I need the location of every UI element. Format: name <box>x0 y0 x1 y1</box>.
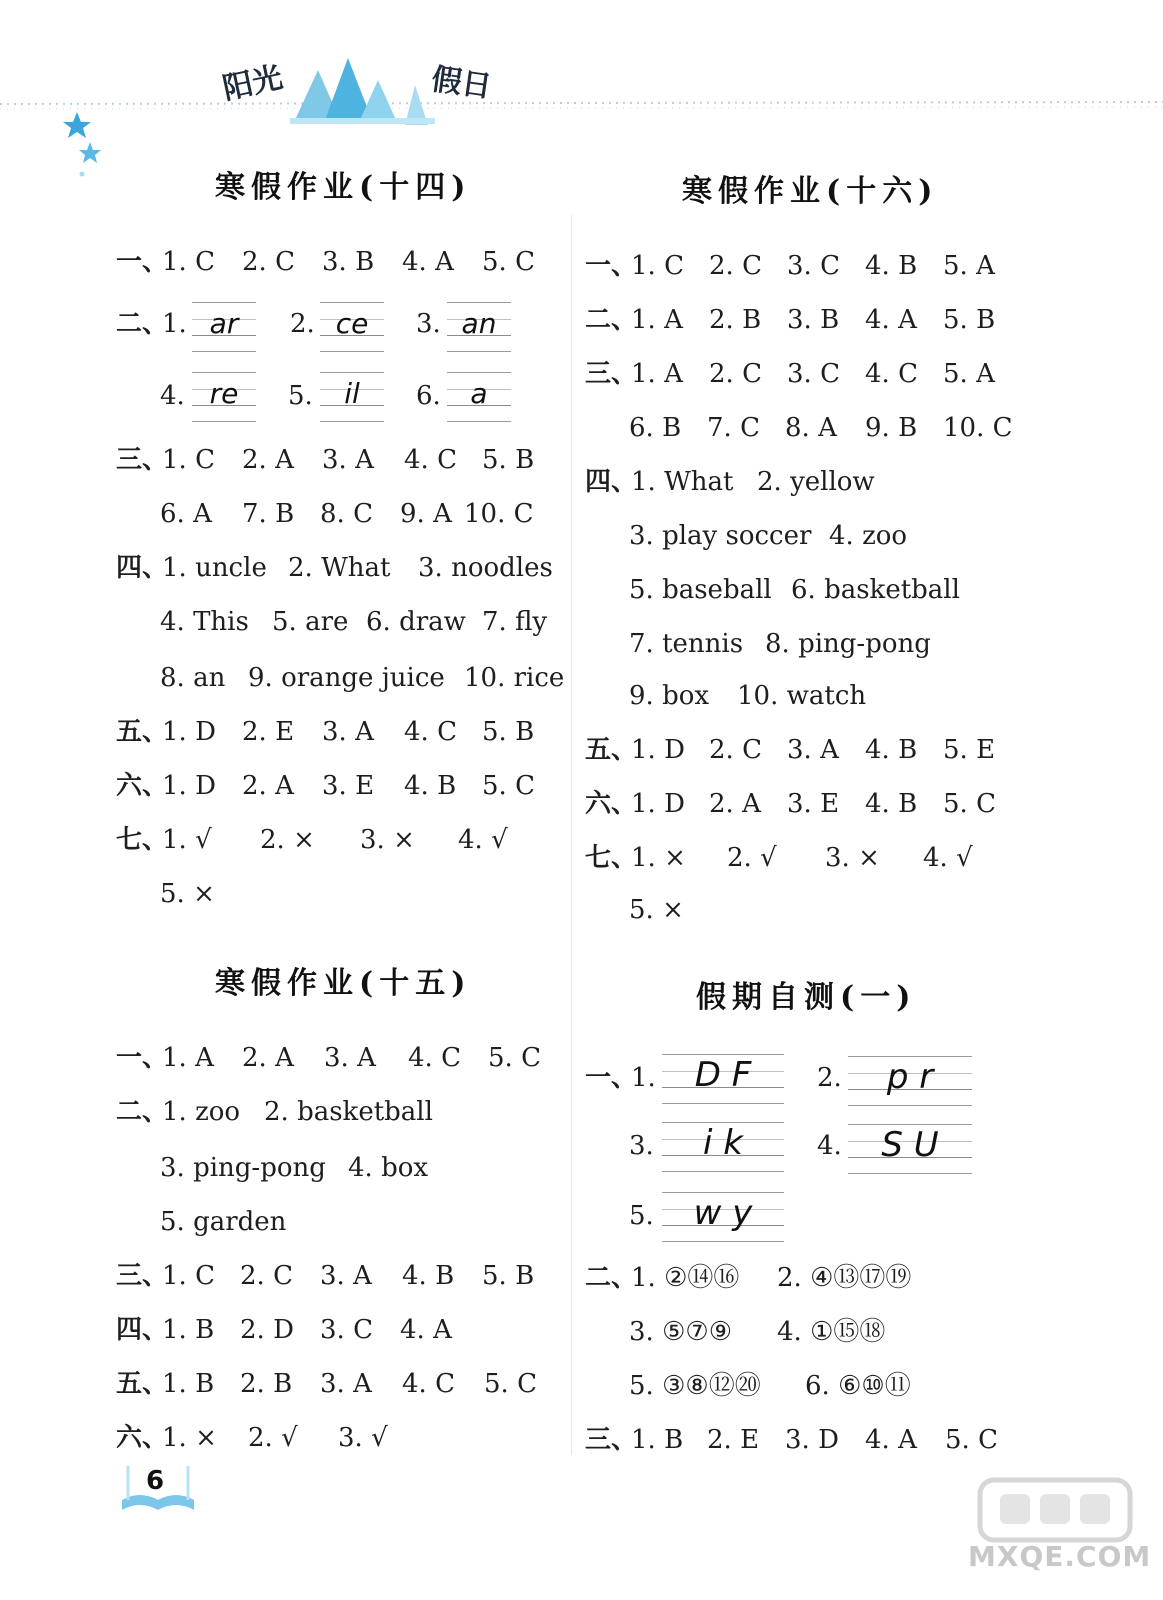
page-number: 6 <box>146 1466 165 1496</box>
test1-writing-cell: i k <box>662 1122 784 1172</box>
section-title-15: 寒假作业(十五) <box>215 966 472 1001</box>
brand-right-text: 假日 <box>429 61 494 105</box>
brand-logo <box>200 50 530 130</box>
s14-writing-cell: re <box>192 372 256 422</box>
test1-writing-cell: D F <box>662 1054 784 1104</box>
header-dotted-line <box>0 98 1163 112</box>
watermark-text: MXQE.COM <box>968 1540 1152 1573</box>
brand-left-text: 阳光 <box>219 60 286 107</box>
column-divider <box>571 215 572 1455</box>
s14-writing-cell: il <box>320 372 384 422</box>
stars-icon <box>60 110 110 190</box>
section-title-16: 寒假作业(十六) <box>682 174 939 209</box>
test1-writing-cell: S U <box>848 1124 972 1174</box>
s14-writing-cell: an <box>447 302 511 352</box>
section-title-14: 寒假作业(十四) <box>215 170 472 205</box>
test1-writing-cell: w y <box>662 1192 784 1242</box>
test1-writing-cell: p r <box>848 1056 972 1106</box>
s14-writing-cell: ce <box>320 302 384 352</box>
s14-writing-cell: ar <box>192 302 256 352</box>
s14-writing-cell: a <box>447 372 511 422</box>
section-title-test1: 假期自测(一) <box>696 980 917 1015</box>
